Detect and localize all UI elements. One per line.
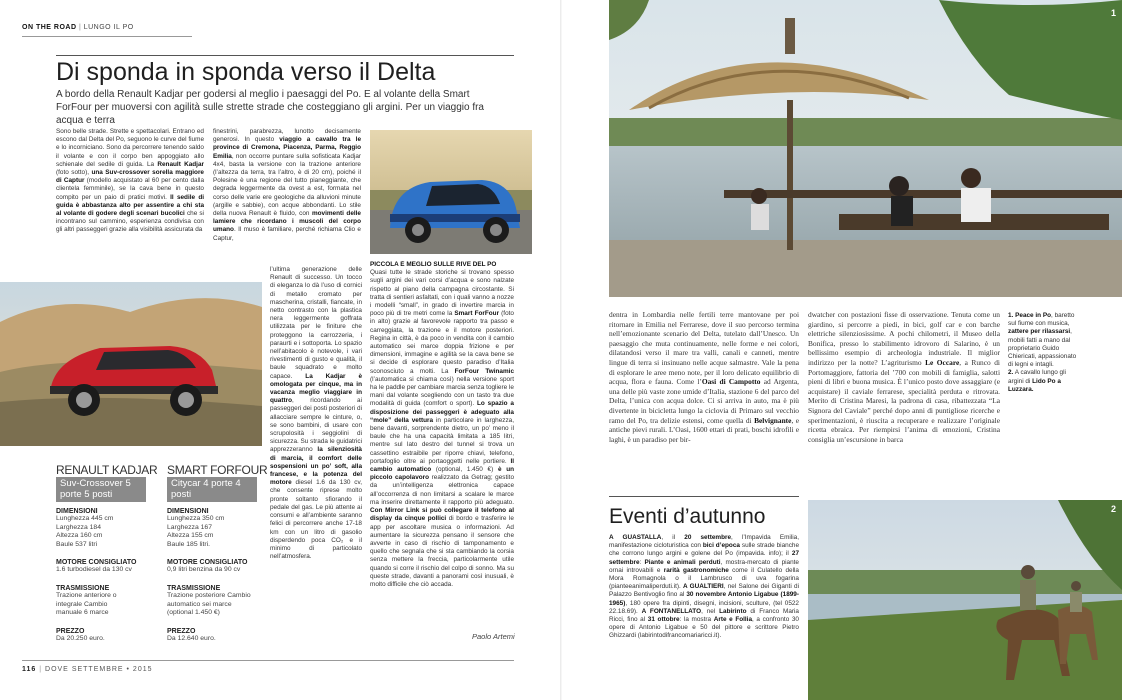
photo2-number: 2 [1110,504,1116,514]
article-column-2-top: finestrini, parabrezza, lunotto decisamente generosi. In questo viaggio a cavallo tra le province di Cremona, Piacenza, Parma, Reggio Emilia, non occorre puntare sulla sofisticata Kadjar 4x4, basta la versione con la trazione anteriore (l’altezza da terra, tra l’altro, è di 20 cm), poiché il Polesine è una regione del tutto pianeggiante, che degrada leggermente da ovest a est, formata nel corso delle varie ere geologiche da alluvioni minute (argille e sabbie), con acque abbondanti. Lo stile della nuova Renault è fluido, con movimenti delle lamiere che ricordano i muscoli del corpo umano. Il muso è familiare, perché richiama Clio e Captur, [213,128,361,242]
kadjar-dim-1: Lunghezza 445 cm [56,515,114,522]
smart-spec-box [167,463,267,643]
title-rule [56,55,514,56]
kadjar-dim-4: Baule 537 litri [56,540,98,548]
footer-rule [22,660,514,661]
page-number: 116 [22,666,37,673]
photo-captions [1008,312,1078,394]
kadjar-spec-box [56,463,160,643]
kadjar-price-heading: PREZZO [56,627,85,635]
article-title: Di sponda in sponda verso il Delta [56,58,436,86]
issue-date: SETTEMBRE • 2015 [71,666,153,673]
photo1-number: 1 [1110,8,1116,18]
peace-in-po-photo [609,0,1122,297]
smart-price-heading: PREZZO [167,627,196,635]
article-column-4: dentra in Lombardia nelle fertili terre mantovane per poi ritornare in Emilia nel Ferrarese, dove il suo percorso termina nell’emozionante scenario del Delta, tutelato dall’Unesco. Un paesaggio che muta continuamente, nelle forme e nei colori, dilatandosi verso il mare tra valli, canali e canneti, mentre lingue di terra si insinuano nelle acque salmastre. Vale la pena di esplorare le aree meno note, per il loro delicato equilibrio di acqua, flora e fauna. Come l’Oasi di Campotto ad Argenta, una delle più vaste zone umide d’Italia, stazione 6 del parco del Delta, l’unica con acqua dolce. Ci si arriva in auto, ma è più divertente in bicicletta lungo la ciclovia di Primaro sul vecchio ramo del Po, tra delizie estensi, come quella di Belvignante, e antiche pievi rurali. L’Oasi, 1600 ettari di prati, boschi idrofili e laghi, è un paradiso per bir- [609,310,799,444]
smart-dim-1: Lunghezza 350 cm [167,515,225,522]
kadjar-dim-heading: DIMENSIONI [56,508,98,515]
smart-dim-4: Baule 185 litri. [167,540,211,548]
smart-motor-heading: MOTORE CONSIGLIATO [167,559,248,567]
smart-price: Da 12.640 euro. [167,634,216,642]
page-gutter [560,0,562,700]
kadjar-price: Da 20.250 euro. [56,634,105,642]
article-column-3: PICCOLA È MEGLIO SULLE RIVE DEL PO Quasi tutte le strade storiche si trovano spesso sugli argini dei vari corsi d’acqua e sono nalzate rispetto al piano della campagna circostante. Si tratta di sentieri asfaltati, con i quali vanno a nozze i modelli “small”, in grado di invertire marcia in poco più di tre metri come la Smart ForFour (foto in alto) grazie al favorevole rapporto tra passo e carreggiata, la trazione e il motore posteriori. Regina in città, è da poco in vendita con il cambio automatico sei marce doppia frizione e per dimensioni, immagine e agilità se la cava bene se si decide di esplorare questo paradiso d’Italia sconosciuto a molti. La ForFour Twinamic (l’automatica si chiama così) nella versione sport ha le paddle per cambiare marcia senza togliere le mani dal volante scegliendo con un tasto tra due modalità di guida (comfort o sport). Lo spazio a disposizione dei passeggeri è adeguato alla “mole” della vettura in particolare in larghezza, bene davanti, sorprendente dietro, un po’ meno il baule che ha una capacità limitata a 185 litri, mentre sul lato destro del tunnel si trova un cassettino estraibile per riporre chiavi, telefono, portafoglio oltre ai portaoggetti nelle portiere. Il cambio automatico (optional, 1.450 €) è un piccolo capolavoro realizzato da Getrag; gestito da un’intelligenza elettronica capace all’occorrenza di non limitarsi a scalare le marce ma inserire direttamente il rapporto più adeguato. Con Mirror Link si può collegare il telefono al display da cinque pollici di bordo e trasferire le app per ascoltare musica o informazioni. Ad aumentare la sicurezza pensano il sensore che avverte in caso di rischio di tamponamento e quello che segnala che si sta cambiando la corsia senza mettere la freccia, particolarmente utile quando si corre il rischio del colpo di sonno. Ma su queste strade, davanti a panorami così inusuali, è molto difficile che ciò accada. [370,261,514,588]
section-header: ON THE ROAD | LUNGO IL PO [22,24,134,31]
smart-forfour-photo [370,130,532,254]
article-column-1: Sono belle strade. Strette e spettacolari. Entrano ed escono dal Delta del Po, seguono le curve del fiume e lo incorniciano. Sono da percorrere tenendo saldo il volante e con il corpo ben appoggiato allo schienale del sedile di guida. La Renault Kadjar (foto sotto), una Suv-crossover sorella maggiore di Captur (modello acquistato al 60 per cento dalla clientela femminile), se la cava bene in questo compito per un paio di pratici motivi. Il sedile di guida è abbastanza alto per assentire a chi sta al volante di godere degli scenari bucolici che si incontrano sul cammino, esperienza condivisa con gli altri passeggeri grazie alla visibilità assicurata da [56,128,204,234]
kadjar-trans: Trazione anteriore o integrale Cambio manuale 6 marce [56,591,117,617]
article-column-2-bottom: l’ultima generazione delle Renault di successo. Un tocco di eleganza lo dà l’uso di cornici di metallo cromato per mascherina, cristalli, fiancate, in netto contrasto con la plastica nera leggermente goffrata utilizzata per le finiture che proteggono la carrozzeria, i paraurti e i sottoporta. Lo spazio nell’abitacolo è notevole, i vari rivestimenti di gusto e qualità, il baule squadrato e molto capace. La Kadjar è omologata per cinque, ma in vacanza meglio viaggiare in quattro, ricordando ai passeggeri dei posti posteriori di allacciare sempre le cinture, o, se sono bambini, di usare con scrupolosità i seggiolini di sicurezza. Su strada le guidatrici apprezzeranno la silenziosità di marcia, il comfort delle sospensioni un po’ soft, alla francese, e la potenza del motore diesel 1.6 da 130 cv, che consente riprese molto pronte soltanto sfiorando il pedale del gas. Le più attente ai consumi e all’ambiente saranno felici di percorrere anche 17-18 km con un litro di gasolio disperdendo poca CO₂ e il minimo di particolato nell’atmosfera. [270,266,362,561]
magazine-name: DOVE [45,666,69,673]
kadjar-motor: 1.6 turbodiesel da 130 cv [56,566,132,574]
kadjar-subtitle: Suv-Crossover 5 porte 5 posti [56,477,146,502]
smart-dim-3: Altezza 155 cm [167,532,214,540]
renault-kadjar-photo [0,282,262,446]
article-deck: A bordo della Renault Kadjar per godersi al meglio i paesaggi del Po. E al volante della Smart ForFour per muoversi con agilità sulle strette strade che costeggiano gli argini. Per un viaggio fra acqua e terra [56,89,484,126]
kadjar-motor-heading: MOTORE CONSIGLIATO [56,559,137,567]
smart-name: SMART FORFOUR [167,463,268,477]
section-label: ON THE ROAD [22,24,77,31]
smart-trans-heading: TRASMISSIONE [167,584,221,592]
article-author: Paolo Artemi [472,632,515,641]
smart-trans: Trazione posteriore Cambio automatico sei marce (optional 1.450 €) [167,591,251,617]
caption-1: 1. Peace in Po, baretto sul fiume con musica, zattere per rilassarsi, mobili fatti a mano dal proprietario Guido Chiericati, appassionato di legni e intagli. [1008,312,1077,369]
horse-riding-photo [808,500,1122,700]
kadjar-trans-heading: TRASMISSIONE [56,584,110,592]
subsection-label: LUNGO IL PO [83,24,134,31]
horse-riders-image [808,500,1122,700]
header-rule [22,36,192,37]
kadjar-car-image [0,282,262,446]
smart-subtitle: Citycar 4 porte 4 posti [167,477,257,502]
eventi-title: Eventi d’autunno [609,505,766,528]
river-bar-image [609,0,1122,297]
page-footer: 116 | DOVE SETTEMBRE • 2015 [22,666,153,673]
smart-caption-title: PICCOLA È MEGLIO SULLE RIVE DEL PO [370,261,497,268]
smart-dim-2: Larghezza 167 [167,523,212,531]
kadjar-name: RENAULT KADJAR [56,463,158,477]
eventi-rule [609,496,799,497]
caption-2: 2. A cavallo lungo gli argini di Lido Po a Luzzara. [1008,369,1066,393]
kadjar-dim-3: Altezza 160 cm [56,532,103,540]
kadjar-dim-2: Larghezza 184 [56,523,101,531]
article-column-5: dwatcher con postazioni fisse di osservazione. Tenuta come un giardino, si percorre a piedi, in bici, golf car e con barche elettriche silenziosissime. A pochi chilometri, il Museo della Bonifica, presso lo stabilimento idrovoro di Salarino, è un bellissimo esempio di archeologia industriale. Il miglior indirizzo per la notte? L’agriturismo Le Occare, a Runco di Portomaggiore, fattoria del ’700 con mobili di famiglia, salotti pieni di libri e buona musica. È l’unico posto dove assaggiare (e acquistare) il caviale ferrarese, specialità perduta e ritrovata. Merito di Cristina Maresi, la padrona di casa, ribattezzata “La Signora del Caviale” perché dopo anni di puntigliose ricerche e sperimentazioni, è riuscita a recuperare e realizzare l’originale ricetta ebraica. Per riempirsi l’anima di emozioni, Cristina consiglia un’escursione in barca [808,310,1000,444]
smart-motor: 0,9 litri benzina da 90 cv [167,566,241,574]
eventi-text: A GUASTALLA, il 20 settembre, l’Impavida Emilia, manifestazione cicloturistica con bici d’epoca sulle strade bianche che corrono lungo argini e golene del Po (impavida. info); il 27 settembre: Piante e animali perduti, mostra-mercato di piante ornai introvabili e rarità gastronomiche come il Culatello della Mora Romagnola o il Lambrusco di uva fogarina (pianteeanimaliperduti.it). A GUALTIERI, nel Salone dei Giganti di Palazzo Bentivoglio fino al 30 novembre Antonio Ligabue (1899-1965), 180 opere fra dipinti, disegni, incisioni, sculture, (tel 0522 22.18.69). A FONTANELLATO, nel Labirinto di Franco Maria Ricci, fino al 31 ottobre: la mostra Arte e Follia, a confronto 30 opere di Antonio Ligabue e 50 del pittore e scrittore Pietro Ghizzardi (labirintodifrancomariaricci.it). [609,534,799,640]
smart-car-image [370,130,532,254]
smart-dim-heading: DIMENSIONI [167,508,209,515]
